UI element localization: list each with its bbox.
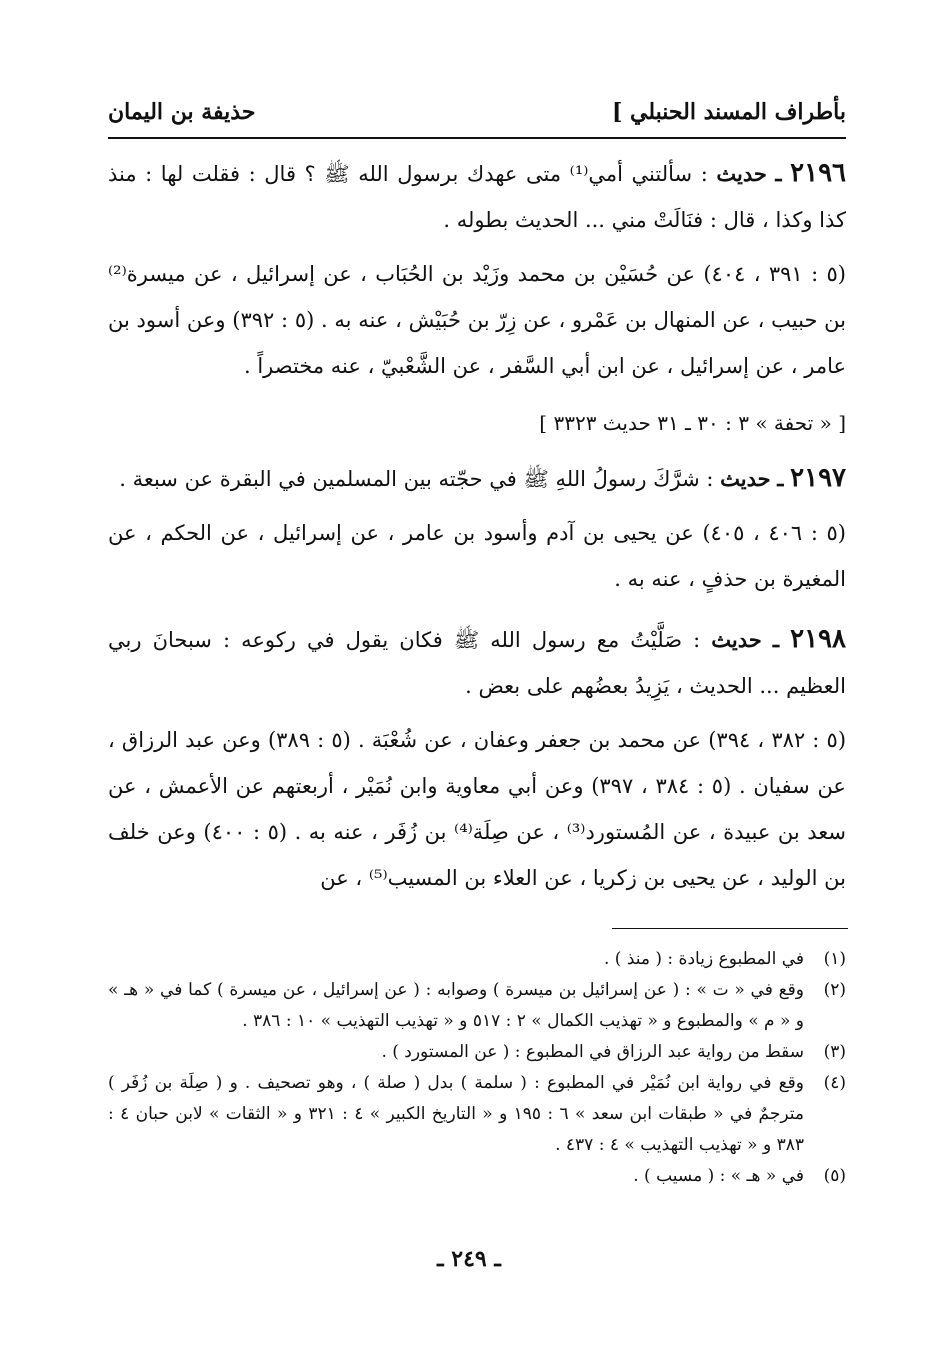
footnote-number: (٣) bbox=[823, 1042, 846, 1062]
footnote-number: (٥) bbox=[823, 1166, 846, 1186]
isnad-2198: (٥ : ٣٨٢ ، ٣٩٤) عن محمد بن جعفر وعفان ، عن شُعْبَة . (٥ : ٣٨٩) وعن عبد الرزاق ، عن سفيان . (٥ : ٣٨٤ ، ٣٩٧) وعن أبي معاوية وابن نُمَيْر ، أربعتهم عن الأعمش ، عن سعد بن عبيدة ، عن المُستورد⁽³⁾ ، عن صِلَة⁽⁴⁾ بن زُفَر ، عنه به . (٥ : ٤٠٠) وعن خلف بن الوليد ، عن يحيى بن زكريا ، عن العلاء بن المسيب⁽⁵⁾ ، عن bbox=[108, 728, 847, 890]
isnad-2197: (٥ : ٤٠٦ ، ٤٠٥) عن يحيى بن آدم وأسود بن عامر ، عن إسرائيل ، عن الحكم ، عن المغيرة بن حذفٍ ، عنه به . bbox=[108, 521, 846, 591]
header-book-title: بأطراف المسند الحنبلي ] bbox=[611, 99, 846, 125]
footnote-3 bbox=[108, 1037, 846, 1068]
footnote-text: سقط من رواية عبد الرزاق في المطبوع : ( عن المستورد ) . bbox=[381, 1042, 804, 1062]
hadith-entry-2198 bbox=[108, 616, 846, 709]
main-text bbox=[108, 150, 846, 915]
footnote-4 bbox=[108, 1068, 846, 1161]
footnote-text: وقع في « ت » : ( عن إسرائيل بن ميسرة ) وصوابه : ( عن إسرائيل ، عن ميسرة ) كما في « هـ » و « م » والمطبوع و « تهذيب الكمال » ٢ : ٥١٧ و « تهذيب التهذيب » ١٠ : ٣٨٦ . bbox=[108, 980, 804, 1031]
footnote-number: (١) bbox=[823, 949, 846, 969]
entry-dash: ـ bbox=[775, 161, 782, 186]
footnote-2 bbox=[108, 975, 846, 1037]
hadith-text: : سألتني أمي⁽¹⁾ متى عهدك برسول الله ﷺ ؟ قال : فقلت لها : منذ كذا وكذا ، قال : فنَالَتْ مني ... الحديث بطوله . bbox=[108, 162, 846, 232]
running-header bbox=[108, 92, 846, 132]
hadith-entry-2196 bbox=[108, 150, 846, 243]
footnote-number: (٤) bbox=[823, 1073, 846, 1093]
page-number: ـ ٢٤٩ ـ bbox=[437, 1246, 501, 1272]
footnote-divider bbox=[612, 928, 848, 929]
footnotes bbox=[108, 944, 846, 1192]
isnad-2196: (٥ : ٣٩١ ، ٤٠٤) عن حُسَيْن بن محمد وزَيْد بن الحُبَاب ، عن إسرائيل ، عن ميسرة⁽²⁾ بن حبيب ، عن المنهال بن عَمْرو ، عن زِرّ بن حُبَيْش ، عنه به . (٥ : ٣٩٢) وعن أسود بن عامر ، عن إسرائيل ، عن ابن أبي السَّفر ، عن الشَّعْبيّ ، عنه مختصراً . bbox=[108, 262, 846, 378]
hadith-text: : صَلَّيْتُ مع رسول الله ﷺ فكان يقول في ركوعه : سبحانَ ربي العظيم ... الحديث ، يَزِيدُ بعضُهم على بعض . bbox=[108, 628, 846, 698]
entry-dash: ـ bbox=[777, 466, 784, 491]
header-chapter-title: حذيفة بن اليمان bbox=[108, 99, 256, 125]
hadith-keyword: حديث bbox=[720, 466, 771, 491]
header-divider bbox=[108, 137, 846, 139]
hadith-keyword: حديث bbox=[716, 161, 767, 186]
footnote-text: وقع في رواية ابن نُمَيْر في المطبوع : ( سلمة ) بدل ( صلة ) ، وهو تصحيف . و ( صِلَة بن زُفَر ) مترجمٌ في « طبقات ابن سعد » ٦ : ١٩٥ و « التاريخ الكبير » ٤ : ٣٢١ و « الثقات » لابن حبان ٤ : ٣٨٣ و « تهذيب التهذيب » ٤ : ٤٣٧ . bbox=[108, 1073, 804, 1155]
hadith-keyword: حديث bbox=[711, 627, 762, 652]
entry-dash: ـ bbox=[772, 627, 780, 652]
footnote-5 bbox=[108, 1161, 846, 1192]
tuhfa-reference: [ « تحفة » ٣ : ٣٠ ـ ٣١ حديث ٣٣٢٣ ] bbox=[539, 411, 846, 435]
hadith-entry-2197 bbox=[108, 455, 846, 502]
footnote-text: في المطبوع زيادة : ( منذ ) . bbox=[603, 949, 804, 969]
hadith-text: : شرَّكَ رسولُ اللهِ ﷺ في حجّته بين المسلمين في البقرة عن سبعة . bbox=[119, 467, 714, 491]
hadith-number: ٢١٩٦ bbox=[790, 158, 847, 188]
footnote-1 bbox=[108, 944, 846, 975]
footnote-number: (٢) bbox=[823, 980, 846, 1000]
footnote-text: في « هـ » : ( مسيب ) . bbox=[633, 1166, 804, 1186]
hadith-number: ٢١٩٧ bbox=[790, 463, 846, 493]
hadith-number: ٢١٩٨ bbox=[790, 624, 846, 654]
